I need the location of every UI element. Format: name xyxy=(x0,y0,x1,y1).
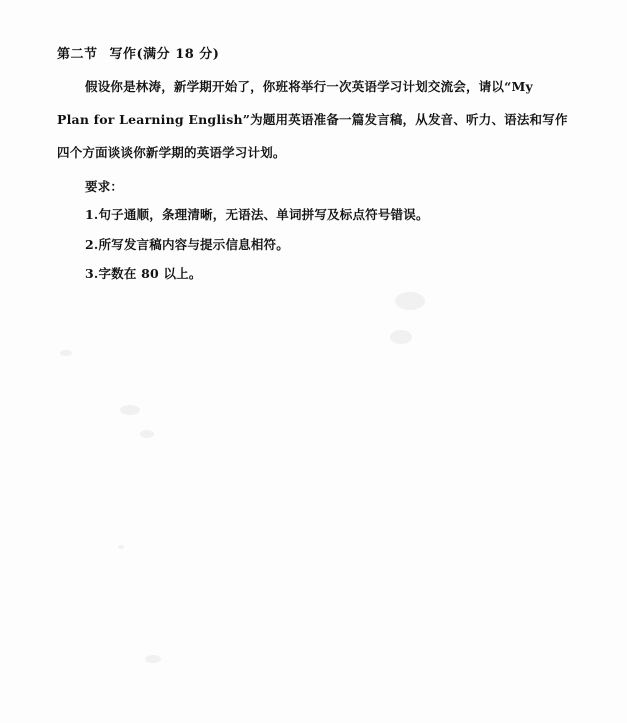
scan-speck xyxy=(120,405,140,415)
requirement-item-3: 3.字数在 80 以上。 xyxy=(85,266,202,281)
prompt-line-3: 四个方面谈谈你新学期的英语学习计划。 xyxy=(57,145,286,160)
prompt-line-2: Plan for Learning English”为题用英语准备一篇发言稿，从发音、听力、语法和写作 xyxy=(57,112,568,127)
scan-speck xyxy=(145,655,161,663)
requirement-item-1: 1.句子通顺，条理清晰，无语法、单词拼写及标点符号错误。 xyxy=(85,207,429,222)
section-title: 写作(满分 18 分) xyxy=(109,47,220,62)
section-heading xyxy=(57,43,219,62)
scan-speck xyxy=(395,292,425,310)
section-number: 第二节 xyxy=(57,47,98,62)
scan-speck xyxy=(118,545,124,549)
requirements-heading: 要求： xyxy=(85,179,124,194)
requirement-item-2: 2.所写发言稿内容与提示信息相符。 xyxy=(85,237,289,252)
scan-speck xyxy=(390,330,412,344)
scan-speck xyxy=(60,350,72,356)
prompt-line-1: 假设你是林涛，新学期开始了，你班将举行一次英语学习计划交流会，请以“My xyxy=(85,79,533,94)
scan-speck xyxy=(140,430,154,438)
